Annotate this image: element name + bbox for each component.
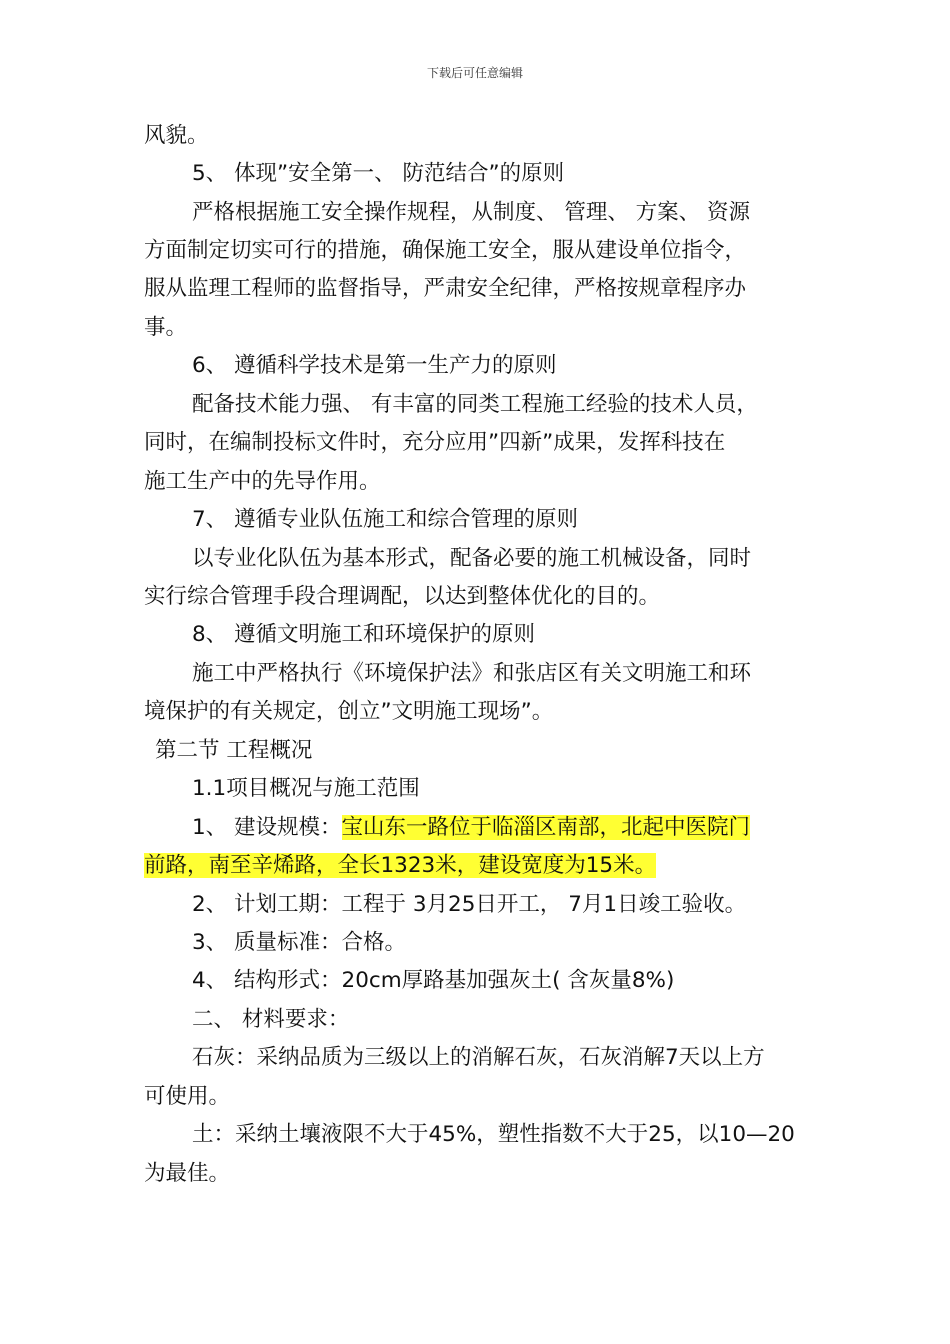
- text-line: 配备技术能力强、 有丰富的同类工程施工经验的技术人员，: [192, 392, 758, 417]
- text-line: [192, 810, 862, 846]
- highlighted-text: 宝山东一路位于临淄区南部，北起中医院门: [341, 815, 751, 840]
- text-line: 方面制定切实可行的措施，确保施工安全，服从建设单位指令，: [144, 238, 747, 263]
- page-header: 下载后可任意编辑: [426, 66, 523, 80]
- text-line: 可使用。: [144, 1084, 231, 1109]
- text-line: 3、 质量标准：合格。: [192, 930, 407, 955]
- text-line: 施工中严格执行《环境保护法》和张店区有关文明施工和环: [192, 661, 752, 686]
- section-heading-5: 5、 体现”安全第一、 防范结合”的原则: [192, 161, 565, 186]
- section-heading-7: 7、 遵循专业队伍施工和综合管理的原则: [192, 507, 579, 532]
- text-line: 石灰：采纳品质为三级以上的消解石灰，石灰消解7天以上方: [192, 1045, 765, 1070]
- text-line: 同时，在编制投标文件时，充分应用”四新”成果，发挥科技在: [144, 430, 726, 455]
- chapter-heading: 第二节 工程概况: [155, 738, 313, 763]
- text-line: 2、 计划工期：工程于 3月25日开工， 7月1日竣工验收。: [192, 892, 747, 917]
- text-line: 土：采纳土壤液限不大于45%，塑性指数不大于25，以10—20: [192, 1122, 795, 1147]
- item-label: 1、 建设规模：: [192, 815, 342, 840]
- text-line: 实行综合管理手段合理调配，以达到整体优化的目的。: [144, 584, 661, 609]
- text-line: 风貌。: [144, 123, 209, 148]
- text-line: [144, 848, 814, 884]
- highlighted-text: 前路，南至辛烯路，全长1323米，建设宽度为15米。: [144, 853, 657, 878]
- text-line: 以专业化队伍为基本形式，配备必要的施工机械设备，同时: [192, 546, 752, 571]
- text-line: 境保护的有关规定，创立”文明施工现场”。: [144, 699, 554, 724]
- text-line: 服从监理工程师的监督指导，严肃安全纪律，严格按规章程序办: [144, 276, 747, 301]
- section-heading-6: 6、 遵循科学技术是第一生产力的原则: [192, 353, 557, 378]
- text-line: 施工生产中的先导作用。: [144, 469, 381, 494]
- section-heading: 二、 材料要求：: [192, 1007, 350, 1032]
- text-line: 4、 结构形式：20cm厚路基加强灰土( 含灰量8%): [192, 968, 675, 993]
- section-heading-8: 8、 遵循文明施工和环境保护的原则: [192, 622, 536, 647]
- text-line: 严格根据施工安全操作规程，从制度、 管理、 方案、 资源: [192, 200, 751, 225]
- text-line: 事。: [144, 315, 188, 340]
- text-line: 为最佳。: [144, 1161, 231, 1186]
- subsection-heading: 1.1项目概况与施工范围: [192, 776, 420, 801]
